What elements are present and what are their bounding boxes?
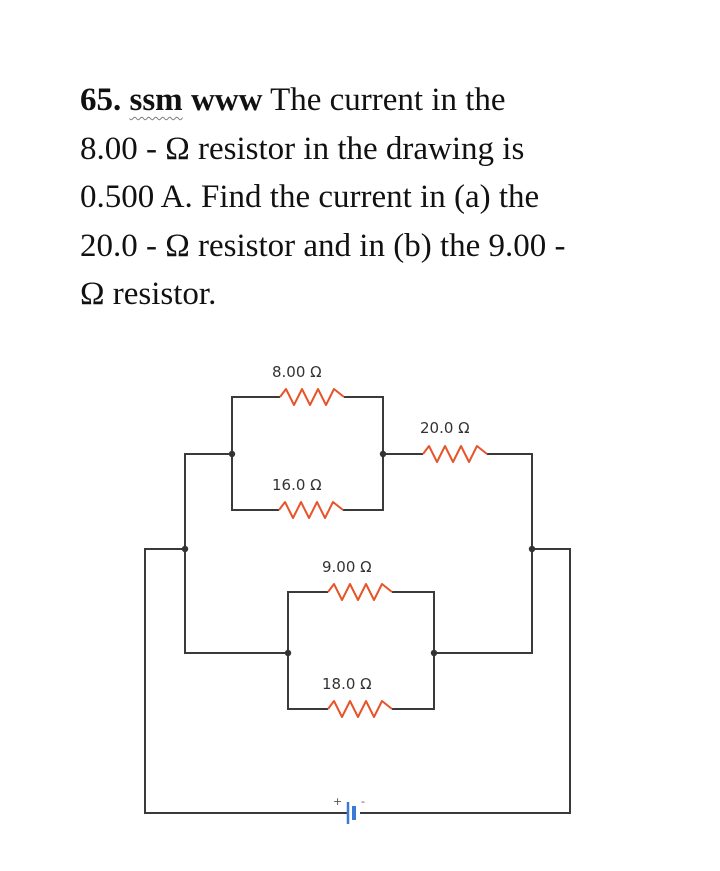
wire-9-branch [288,592,328,653]
problem-text-1: The current in the [270,82,506,118]
wire-18-branch-right [392,653,434,709]
wire-20-branch-right [434,454,532,653]
resistor-8-label: 8.00 Ω [272,363,322,381]
wire-battery-left [145,549,348,813]
battery-icon [333,795,365,824]
ssm-tag: ssm [129,82,183,118]
node [182,546,188,552]
problem-line-5: Ω resistor. [80,276,217,312]
node [380,451,386,457]
battery-plus-label: + [333,795,343,808]
resistor-18-label: 18.0 Ω [322,675,372,693]
circuit-wires [145,397,570,813]
resistor-9-label: 9.00 Ω [322,558,372,576]
node [529,546,535,552]
www-tag: www [190,82,263,118]
circuit-nodes [182,451,535,656]
problem-number: 65. [80,82,122,118]
resistor-18-zigzag [328,701,392,717]
resistor-20-label: 20.0 Ω [420,419,470,437]
wire-battery-right [360,549,570,813]
problem-line-3: 0.500 A. Find the current in (a) the [80,179,540,215]
wire-9-branch-right [392,592,434,653]
wire-mid-branch-right [343,454,383,510]
problem-line-2: 8.00 - Ω resistor in the drawing is [80,130,525,167]
resistor-8-zigzag [280,389,344,405]
resistor-16-label: 16.0 Ω [272,476,322,494]
node [431,650,437,656]
resistor-20-zigzag [423,446,487,462]
node [229,451,235,457]
battery-minus-label: - [361,795,365,808]
wire-top-branch-right [344,397,383,454]
resistor-9-zigzag [328,584,392,600]
wire-top-branch [232,397,280,454]
node [285,650,291,656]
problem-line-4: 20.0 - Ω resistor and in (b) the 9.00 - [80,227,566,264]
resistor-16-zigzag [279,502,343,518]
